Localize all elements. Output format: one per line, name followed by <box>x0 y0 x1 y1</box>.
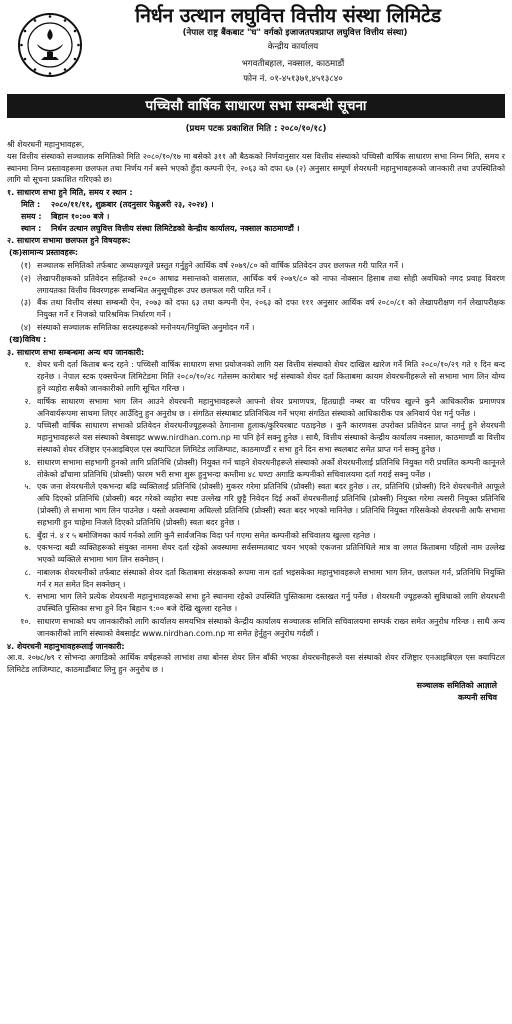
office-phone: फोन नं. ०१-४५१३७१,४५१३८४० <box>243 74 343 84</box>
publication-date: (प्रथम पटक प्रकाशित मिति : २०८०/१०/१८) <box>185 124 327 134</box>
section-3-title: ३. साधारण सभा सम्बन्धमा अन्य थप जानकारी: <box>7 347 145 357</box>
list-item: (१) सञ्चालक समितिको तर्फबाट अध्यक्षज्यूले प्रस्तुत गर्नुहुने आर्थिक वर्ष २०७९/८० को वार्षिक प्रतिवेदन उपर छलफल गरी पारित गर्ने । <box>20 260 404 270</box>
time-label: समय : <box>21 211 42 221</box>
meeting-date-row <box>21 199 505 211</box>
time-value: बिहान १०:०० बजे । <box>51 211 110 221</box>
venue-value: निर्धन उत्थान लघुवित्त वित्तीय संस्था लिमिटेडको केन्द्रीय कार्यालय, नक्साल काठमाण्डौं । <box>51 223 300 233</box>
list-item: २. वार्षिक साधारण सभामा भाग लिन आउने शेयरधनी महानुभावहरूले आफ्नो शेयर प्रमाणपत्र, हितग्राही नम्बर वा परिचय खुल्ने कुनै आधिकारीक प्रमाणपत्र अनिवार्यरूपमा साथमा लिएर आउँदिनु हुन अनुरोध छ । संगठित संस्थाबाट प्रतिनिधित्व गर्ने भएमा संगठित संस्थाको आधिकारीक पत्र अनिवार्य पेश गर्नु पर्नेछ । <box>24 396 505 418</box>
signature-line-1: सञ्चालक समितिको आज्ञाले <box>416 681 497 691</box>
office-address: भगवतीबहाल, नक्साल, काठमाडौं <box>241 59 345 69</box>
additional-info-list <box>7 359 505 639</box>
list-item: ७. एकभन्दा बढी व्यक्तिहरूको संयुक्त नाममा शेयर दर्ता रहेको अवस्थामा सर्वसम्मतबाट चयन भएको एकजना प्रतिनिधिले मात्र वा लगत किताबमा पहिलो नाम उल्लेख भएको व्यक्तिले सभामा भाग लिन सक्नेछन् । <box>24 543 505 565</box>
header <box>7 0 505 94</box>
list-item: (२) लेखापरीक्षकको प्रतिवेदन सहितको २०८० आषाढ मसान्तको वासलात, आर्थिक वर्ष २०७९/८० को नाफा नोक्सान हिसाब तथा सोही अवधिको नगद प्रवाह विवरण लगायतका वित्तीय विवरणहरू सम्बन्धित अनुसूचीहरू उपर छलफल गरी पारित गर्ने । <box>20 273 505 295</box>
greeting: श्री शेयरधनी महानुभावहरू, <box>7 140 85 149</box>
list-item: १. शेयर धनी दर्ता किताब बन्द रहने : पच्चिसौ वार्षिक साधारण सभा प्रयोजनको लागि यस वित्तीय संस्थाको शेयर दाखिल खारेज गर्ने मिति २०८०/१०/२९ गते १ दिन बन्द रहनेछ । नेपाल स्टक एक्सचेन्ज लिमिटेडमा मिति २०८०/१०/२८ गतेसम्म कारोबार भई संस्थाको शेयर दर्ता किताबमा कायम शेयरधनीहरूले सो सभामा भाग लिन योग्य हुने व्यहोरा सबैको जानकारीको लागि सूचित गरिन्छ । <box>24 360 505 393</box>
section-4-title: ४. शेयरधनी महानुभावहरूलाई जानकारी: <box>7 641 125 651</box>
meeting-time-row <box>21 211 505 223</box>
list-item: ३. पच्चिसौ वार्षिक साधारण सभाको प्रतिवेदन शेयरधनीज्यूहरूको ठेगानामा हुलाक/कुरियरबाट पठाइनेछ । कुनै कारणवस उपरोक्त प्रतिवेदन प्राप्त नगर्नु हुने शेयरधनी महानुभावहरूले यस संस्थाको वेबसाइट www.nirdhan.com.np मा पनि हेर्न सक्नु हुनेछ । साथै, वित्तीय संस्थाको केन्द्रीय कार्यालय नक्साल, काठमाण्डौं वा वित्तीय संस्थाको शेयर रजिष्ट्रार एनआइबिएल एस क्यापिटल लिमिटेड लाजिम्पाट, काठमाण्डौं र सभा हुने दिन सभा स्थलबाट समेत प्राप्त गर्न सक्नु हुनेछ । <box>24 421 505 454</box>
list-item: (४) संस्थाको सञ्चालक समितिका सदस्यहरूको मनोनयन/नियुक्ति अनुमोदन गर्ने । <box>20 322 255 332</box>
list-item: १०. साधारण सभाको थप जानकारीको लागि कार्यालय समयभित्र संस्थाको केन्द्रीय कार्यालय सञ्चालक समिति सचिवालयमा सम्पर्क राख्न समेत अनुरोध गरिन्छ । साथै अन्य जानकारीको लागि संस्थाको वेबसाईट www.nirdhan.com.np मा समेत हेर्नुहुन अनुरोध गर्दछौं । <box>20 617 505 638</box>
notice-body <box>7 139 505 704</box>
date-label: मिति : <box>21 199 41 209</box>
section-4-text: आ.व. २०७८/७९ र सोभन्दा अगाडिको आर्थिक वर्षहरूको लाभांश तथा बोनस शेयर लिन बाँकी भएका शेयरधनीहरूले यस संस्थाको शेयर रजिष्ट्रार एनआइबिएल एस क्यापिटल लिमिटेड लाजिम्पाट, काठमाडौंबाट लिनु हुन अनुरोध छ । <box>7 653 505 675</box>
list-item: ६. बुँदा नं. ४ र ५ बमोजिमका कार्य गर्नको लागि कुनै सार्वजनिक विदा पर्न गएमा समेत कम्पनीको सचिवालय खुल्ला रहनेछ । <box>24 530 376 540</box>
venue-label: स्थान : <box>21 223 42 233</box>
list-item: ९. सभामा भाग लिने प्रत्येक शेयरधनी महानुभावहरूको सभा हुने स्थानमा रहेको उपस्थिति पुस्तिकामा दस्तखत गर्नु पर्नेछ । शेयरधनी ज्यूहरूको सुविधाको लागि शेयरधनी उपस्थिति पुस्तिका सभा हुने दिन बिहान ९:०० बजे देखि खुल्ला रहनेछ । <box>24 592 505 614</box>
section-2-title: २. साधारण सभामा छलफल हुने विषयहरू: <box>7 236 131 246</box>
office-label: केन्द्रीय कार्यालय <box>267 42 319 52</box>
org-subtitle: (नेपाल राष्ट्र बैंकबाट "घ" वर्गको इजाजतपत्रप्राप्त लघुवित्त वित्तीय संस्था) <box>182 28 408 38</box>
list-item: ८. नाबालक शेयरधनीको तर्फबाट संस्थाको शेयर दर्ता किताबमा संरक्षकको रूपमा नाम दर्ता भइसकेका महानुभावहरूले सभामा भाग लिन, छलफल गर्न, प्रतिनिधि नियुक्ति गर्न र मत समेत दिन सक्नेछन् । <box>24 567 505 589</box>
signature-line-2: कम्पनी सचिव <box>457 693 497 703</box>
signature-block <box>7 680 505 704</box>
meeting-venue-row <box>21 223 505 235</box>
general-proposals-title: (क)सामान्य प्रस्तावहरू: <box>9 248 79 258</box>
intro-paragraph: यस वित्तीय संस्थाको सञ्चालक समितिको मिति २०८०/१०/१७ मा बसेको ३११ औ बैठकको निर्णयानुसार यस वित्तीय संस्थाको पच्चिसौ वार्षिक साधारण सभा निम्न मिति, समय र स्थानमा निम्न प्रस्तावहरूमा छलफल तथा निर्णय गर्न बस्ने भएको हुँदा कम्पनी ऐन, २०६३ को दफा ६७ (२) अनुसार सम्पूर्ण शेयरधनी महानुभावहरूको जानकारी तथा उपस्थितिको लागि यो सूचना प्रकाशित गरिएको छ। <box>7 151 505 185</box>
miscellaneous-title: (ख)विविध : <box>9 334 47 344</box>
list-item: ५. एक जना शेयरधनीले एकभन्दा बढि व्यक्तिलाई प्रतिनिधि (प्रोक्सी) मुकरर गरेमा प्रतिनिधि (प्रोक्सी) स्वतः बदर हुनेछ । तर, प्रतिनिधि (प्रोक्सी) दिने शेयरधनीले आफूले अघि दिएको प्रतिनिधि (प्रोक्सी) बदर गरेको व्यहोरा स्पष्ट उल्लेख गरि छुट्टै निवेदन दिई अर्को शेयरधनीलाई प्रतिनिधि (प्रोक्सी) नियुक्त गरेमा त्यसरी नियुक्त प्रतिनिधि (प्रोक्सी) ले सभामा भाग लिन पाउनेछ । यस्तो अवस्थामा अघिल्लो प्रतिनिधि (प्रोक्सी) स्वतः बदर भएको मानिनेछ । प्रतिनिधि नियुक्त गरिसकेको शेयरधनी आफै सभामा सहभागी हुन चाहेमा निजले दिएको प्रतिनिधि (प्रोक्सी) स्वतः बदर हुनेछ । <box>24 482 505 527</box>
section-1-title: १. साधारण सभा हुने मिति, समय र स्थान : <box>7 188 133 198</box>
org-name: निर्धन उत्थान लघुवित्त वित्तीय संस्था लिमिटेड <box>135 4 441 27</box>
proposal-list <box>7 260 505 334</box>
date-value: २०८०/११/११, शुक्रबार (तदनुसार फेब्रुअरी २३, २०२४) । <box>51 199 214 209</box>
notice-title-banner: पच्चिसौ वार्षिक साधारण सभा सम्बन्धी सूचना <box>7 94 505 118</box>
list-item: ४. साधारण सभामा सहभागी हुनको लागि प्रतिनिधि (प्रोक्सी) नियुक्त गर्न चाहने शेयरधनीहरूले संस्थाको अर्को शेयरधनीलाई प्रतिनिधि नियुक्त गरी प्रचलित कम्पनी कानूनले तोकेको ढाँचामा प्रतिनिधि (प्रोक्सी) फारम भरी सभा शुरू हुनुभन्दा कम्तीमा ४८ घण्टा अगाडि कम्पनीको सचिवालयमा दर्ता गराई सक्नु पर्नेछ । <box>24 457 505 479</box>
list-item: (३) बैंक तथा वित्तीय संस्था सम्बन्धी ऐन, २०७३ को दफा ६३ तथा कम्पनी ऐन, २०६३ को दफा १११ अनुसार आर्थिक वर्ष २०८०/८१ को लेखापरीक्षण गर्न लेखापरीक्षक नियुक्त गर्ने र निजको पारिश्रमिक निर्धारण गर्ने । <box>20 298 505 320</box>
oil-lamp-logo-icon <box>17 12 83 78</box>
